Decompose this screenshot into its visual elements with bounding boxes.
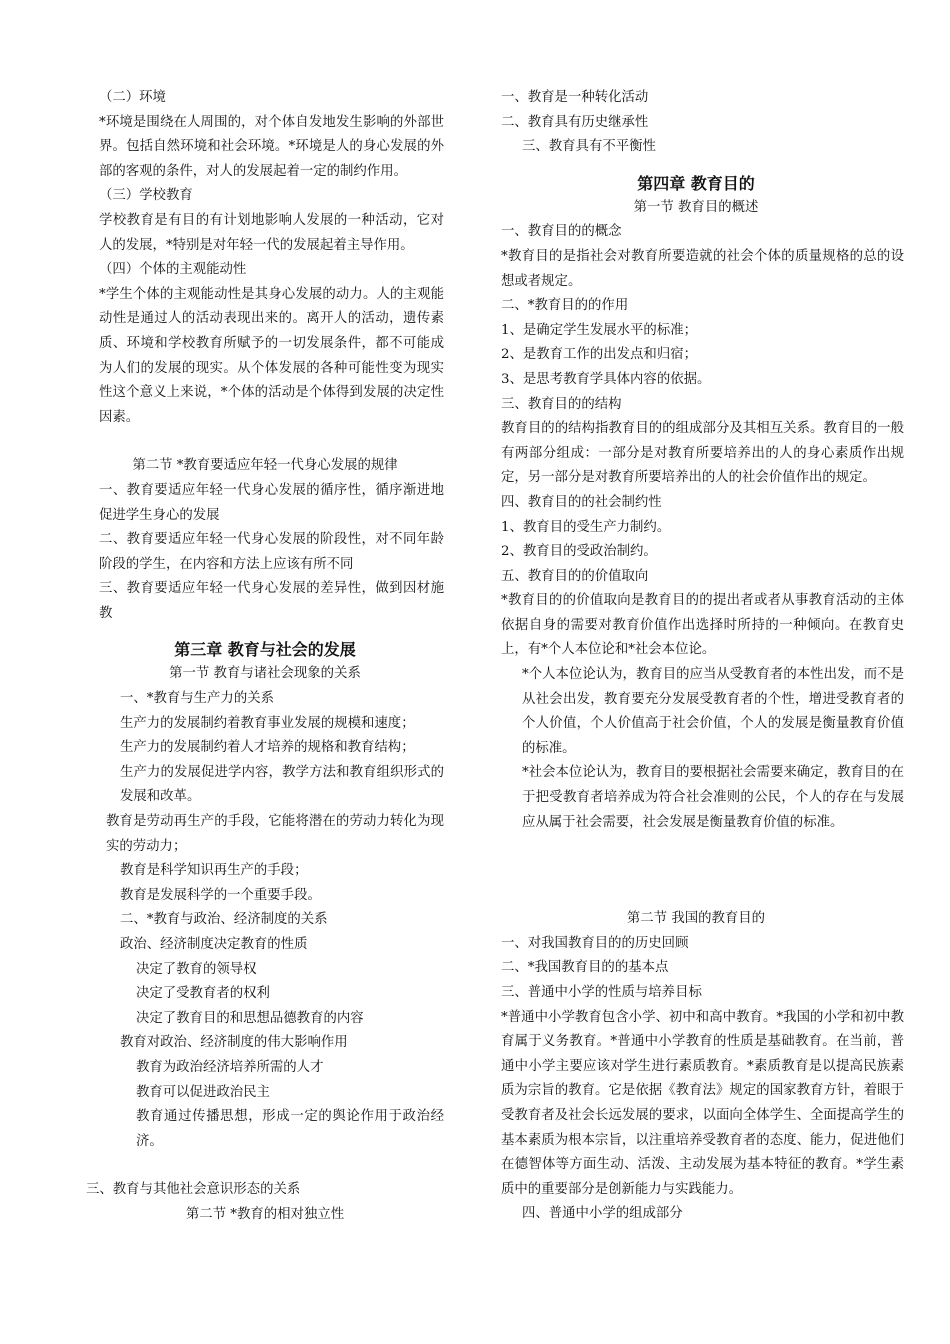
paragraph: 生产力的发展制约着人才培养的规格和教育结构；: [120, 740, 415, 756]
paragraph: 五、教育目的的价值取向: [501, 568, 649, 584]
paragraph: 一、对我国教育目的的历史回顾: [501, 935, 689, 951]
section-title: 第一节 教育目的概述: [633, 199, 759, 215]
paragraph: 教育通过传播思想，形成一定的舆论作用于政治经济。: [136, 1109, 444, 1149]
blank-line: [488, 883, 904, 907]
paragraph: 2、是教育工作的出发点和归宿；: [501, 347, 697, 363]
paragraph: 学校教育是有目的有计划地影响人发展的一种活动，它对人的发展，*特别是对年轻一代的发展起着主导作用。: [99, 212, 444, 253]
paragraph: 教育是科学知识再生产的手段；: [120, 863, 308, 879]
section-title: 第二节 *教育要适应年轻一代身心发展的规律: [132, 458, 398, 474]
paragraph: 三、普通中小学的性质与培养目标: [501, 985, 702, 1000]
paragraph: 三、教育具有不平衡性: [522, 139, 656, 155]
paragraph: 生产力的发展促进学内容，教学方法和教育组织形式的发展和改革。: [120, 764, 444, 805]
paragraph: 2、教育目的受政治制约。: [501, 544, 657, 560]
paragraph: 决定了受教育者的权利: [136, 986, 270, 1002]
paragraph: 3、是思考教育学具体内容的依据。: [501, 371, 711, 387]
paragraph: *个人本位论认为，教育目的应当从受教育者的本性出发，而不是从社会出发，教育要充分发展受教育者的个性，增进受教育者的个人价值，个人价值高于社会价值，个人的发展是衡量教育价值的标准。: [522, 667, 904, 756]
paragraph: 二、*我国教育目的的基本点: [501, 960, 669, 976]
paragraph: 一、教育是一种转化活动: [501, 90, 649, 105]
paragraph: 三、教育要适应年轻一代身心发展的差异性，做到因材施教: [99, 581, 444, 621]
chapter-title: 第四章 教育目的: [637, 173, 755, 193]
chapter-title: 第三章 教育与社会的发展: [174, 640, 356, 660]
paragraph: 决定了教育的领导权: [136, 961, 257, 977]
paragraph: 教育为政治经济培养所需的人才: [136, 1059, 324, 1075]
blank-line: [86, 430, 444, 454]
paragraph: 政治、经济制度决定教育的性质: [120, 937, 308, 952]
paragraph: *教育目的的价值取向是教育目的的提出者或者从事教育活动的主体依据自身的需要对教育价值作出选择时所持的一种倾向。在教育史上，有*个人本位论和*社会本位论。: [501, 593, 904, 658]
paragraph: *教育目的是指社会对教育所要造就的社会个体的质量规格的总的设想或者规定。: [501, 248, 904, 289]
paragraph: 二、*教育与政治、经济制度的关系: [120, 912, 328, 928]
paragraph: 教育是劳动再生产的手段，它能将潜在的劳动力转化为现实的劳动力；: [106, 814, 444, 854]
paragraph: 四、教育目的的社会制约性: [501, 494, 662, 510]
paragraph: 二、*教育目的的作用: [501, 298, 629, 314]
paragraph: 教育目的的结构指教育目的的组成部分及其相互关系。教育目的一般有两部分组成：一部分是对教育所要培养出的人的身心素质作出规定，另一部分是对教育所要培养出的人的社会价值作出的规定。: [501, 421, 904, 486]
paragraph: 二、教育具有历史继承性: [501, 114, 649, 130]
paragraph: 生产力的发展制约着教育事业发展的规模和速度；: [120, 715, 415, 731]
section-title: 第一节 教育与诸社会现象的关系: [169, 666, 361, 682]
paragraph: *普通中小学教育包含小学、初中和高中教育。*我国的小学和初中教育属于义务教育。*普通中小学教育的性质是基础教育。在当前，普通中小学主要应该对学生进行素质教育。*素质教育是以提高民族素质为宗旨的教育。它是依据《教育法》规定的国家教育方针，着眼于受教育者及社会长远发展的要求，以面向全体学生、全面提高学生的基本素质为根本宗旨，以注重培养受教育者的态度、能力，促进他们在德智体等方面生动、活泼、主动发展为基本特征的教育。*学生素质中的重要部分是创新能力与实践能力。: [501, 1009, 904, 1197]
section-title: 第二节 我国的教育目的: [626, 911, 766, 927]
paragraph: 四、普通中小学的组成部分: [522, 1206, 683, 1222]
paragraph: （二）环境: [99, 90, 166, 105]
paragraph: 一、*教育与生产力的关系: [120, 691, 274, 707]
blank-line: [488, 859, 904, 883]
paragraph: （三）学校教育: [99, 188, 193, 204]
paragraph: 一、教育目的的概念: [501, 224, 622, 240]
paragraph: *环境是围绕在人周围的，对个体自发地发生影响的外部世界。包括自然环境和社会环境。*环境是人的身心发展的外部的客观的条件，对人的发展起着一定的制约作用。: [99, 114, 444, 179]
left-column: [86, 86, 444, 1228]
paragraph: *学生个体的主观能动性是其身心发展的动力。人的主观能动性是通过人的活动表现出来的。离开人的活动，遗传素质、环境和学校教育所赋予的一切发展条件，都不可能成为人们的发展的现实。从个体发展的各种可能性变为现实性这个意义上来说，*个体的活动是个体得到发展的决定性因素。: [99, 286, 444, 425]
paragraph: *社会本位论认为，教育目的要根据社会需要来确定，教育目的在于把受教育者培养成为符合社会准则的公民，个人的存在与发展应从属于社会需要，社会发展是衡量教育价值的标准。: [522, 765, 904, 830]
paragraph: 教育对政治、经济制度的伟大影响作用: [120, 1035, 348, 1051]
paragraph: （四）个体的主观能动性: [99, 262, 247, 278]
paragraph: 教育是发展科学的一个重要手段。: [120, 887, 321, 903]
blank-line: [86, 1154, 444, 1178]
right-column: [488, 86, 904, 1227]
paragraph: 三、教育目的的结构: [501, 396, 622, 412]
paragraph: 教育可以促进政治民主: [136, 1084, 270, 1100]
section-title: 第二节 *教育的相对独立性: [185, 1206, 345, 1222]
paragraph: 三、教育与其他社会意识形态的关系: [86, 1182, 301, 1198]
blank-line: [488, 835, 904, 859]
paragraph: 1、是确定学生发展水平的标准；: [501, 322, 697, 338]
paragraph: 决定了教育目的和思想品德教育的内容: [136, 1010, 364, 1026]
paragraph: 一、教育要适应年轻一代身心发展的循序性，循序渐进地促进学生身心的发展: [99, 482, 444, 523]
paragraph: 二、教育要适应年轻一代身心发展的阶段性，对不同年龄阶段的学生，在内容和方法上应该有所不同: [99, 532, 444, 572]
paragraph: 1、教育目的受生产力制约。: [501, 519, 671, 535]
